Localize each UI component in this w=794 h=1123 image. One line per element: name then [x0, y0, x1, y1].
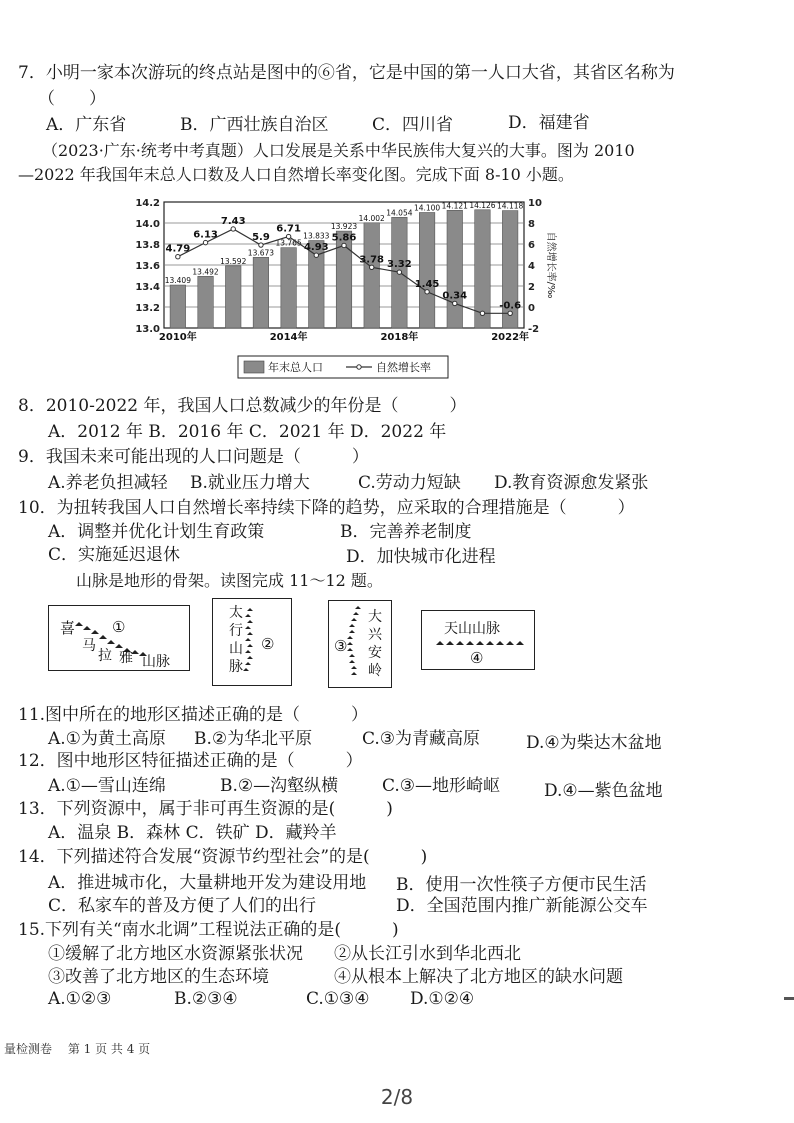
growth-rate-label: 6.13 — [193, 229, 218, 241]
q9-option-c: C.劳动力短缺 — [358, 473, 461, 493]
y-right-tick-label: -2 — [528, 324, 540, 335]
map2-char-2: 行 — [229, 623, 243, 639]
y-left-tick-label: 14.2 — [135, 198, 160, 209]
y-right-tick-label: 4 — [528, 261, 535, 272]
bar — [419, 213, 435, 329]
growth-rate-label: 3.32 — [387, 259, 412, 271]
q13-stem: 13．下列资源中，属于非可再生资源的是( ) — [18, 799, 393, 819]
growth-rate-point — [397, 270, 401, 274]
intro-8-10-line2: —2022 年我国年末总人口数及人口自然增长率变化图。完成下面 8-10 小题。 — [18, 165, 574, 184]
growth-rate-point — [508, 311, 512, 315]
y-right-tick-label: 0 — [528, 303, 535, 314]
map2-char-3: 山 — [229, 641, 243, 657]
map-tianshan — [421, 610, 535, 670]
q9-stem: 9．我国未来可能出现的人口问题是（ ） — [18, 447, 369, 467]
growth-rate-label: 1.45 — [414, 278, 440, 290]
y-right-tick-label: 10 — [528, 198, 542, 209]
growth-rate-point — [369, 265, 373, 269]
q15-stem: 15.下列有关“南水北调”工程说法正确的是( ) — [18, 920, 399, 940]
q12-option-a: A.①—雪山连绵 — [48, 776, 166, 796]
q8-stem: 8．2010-2022 年，我国人口总数减少的年份是（ ） — [18, 396, 467, 416]
bar-value-label: 13.765 — [275, 238, 302, 248]
q15-statement-3: ③改善了北方地区的生态环境 — [48, 967, 269, 987]
map-taihang — [212, 598, 292, 686]
map2-char-4: 脉 — [229, 659, 243, 675]
y-right-tick-label: 6 — [528, 240, 535, 251]
intro-8-10-line1: （2023·广东·统考中考真题）人口发展是关系中华民族伟大复兴的大事。图为 2010 — [42, 141, 635, 160]
q9-option-b: B.就业压力增大 — [190, 473, 310, 493]
bar-value-label: 14.054 — [386, 208, 413, 218]
q15-statement-2: ②从长江引水到华北西北 — [334, 944, 521, 964]
scan-edge-mark — [784, 997, 794, 1000]
map2-num: ② — [261, 635, 275, 653]
bar-value-label: 14.118 — [497, 201, 524, 211]
y-left-tick-label: 14.0 — [135, 219, 160, 230]
growth-rate-label: 3.78 — [359, 254, 385, 266]
footer-page-count: 第 1 页 共 4 页 — [67, 1042, 151, 1056]
bar — [198, 276, 214, 328]
growth-rate-label: -0.6 — [499, 300, 522, 312]
q15-option-b: B.②③④ — [174, 989, 238, 1009]
growth-rate-label: 4.93 — [303, 242, 329, 254]
x-tick-label: 2010年 — [158, 332, 197, 343]
map1-num: ① — [112, 618, 126, 636]
bar — [253, 257, 269, 328]
map3-num: ③ — [334, 637, 348, 655]
q14-option-b: B．使用一次性筷子方便市民生活 — [396, 875, 647, 895]
page-footer — [4, 1040, 150, 1057]
bar-value-label: 13.923 — [330, 222, 358, 232]
x-tick-label: 2014年 — [269, 332, 308, 343]
y-left-tick-label: 13.6 — [135, 261, 160, 272]
q10-option-b: B．完善养老制度 — [340, 522, 472, 542]
bar — [225, 266, 241, 328]
map1-char-1: 喜 — [60, 619, 76, 637]
bar — [281, 248, 297, 328]
mountain-symbols — [243, 608, 253, 671]
x-tick-label: 2018年 — [380, 332, 419, 343]
bar-value-label: 14.121 — [441, 201, 468, 211]
q7-stem: 7．小明一家本次游玩的终点站是图中的⑥省，它是中国的第一人口大省，其省区名称为 — [18, 63, 675, 83]
growth-rate-label: 7.43 — [220, 215, 246, 227]
q14-stem: 14．下列描述符合发展“资源节约型社会”的是( ) — [18, 847, 428, 867]
legend-line-label: 自然增长率 — [376, 361, 431, 374]
growth-rate-point — [176, 255, 180, 259]
q14-option-a: A．推进城市化，大量耕地开发为建设用地 — [48, 873, 367, 893]
q9-option-d: D.教育资源愈发紧张 — [494, 473, 649, 493]
growth-rate-point — [342, 243, 346, 247]
map3-char-4: 岭 — [368, 663, 382, 679]
y-right-axis-label: 自然增长率/‰ — [545, 231, 556, 299]
growth-rate-label: 5.86 — [331, 232, 357, 244]
q15-statement-1: ①缓解了北方地区水资源紧张状况 — [48, 944, 303, 964]
q13-options: A．温泉 B．森林 C．铁矿 D．藏羚羊 — [48, 823, 337, 843]
growth-rate-point — [231, 227, 235, 231]
y-left-tick-label: 13.0 — [135, 324, 160, 335]
y-right-tick-label: 8 — [528, 219, 535, 230]
q12-stem: 12．图中地形区特征描述正确的是（ ） — [18, 751, 363, 771]
bar-value-label: 13.409 — [164, 276, 191, 286]
y-right-tick-label: 2 — [528, 282, 535, 293]
map4-num: ④ — [470, 649, 484, 667]
page-indicator: 2/8 — [380, 1085, 414, 1109]
q15-option-c: C.①③④ — [306, 989, 370, 1009]
q7-option-a: A．广东省 — [46, 115, 127, 135]
q7-option-d: D．福建省 — [508, 113, 590, 133]
q15-statement-4: ④从根本上解决了北方地区的缺水问题 — [334, 967, 623, 987]
growth-rate-label: 0.34 — [442, 290, 468, 302]
map-daxinganling — [328, 600, 392, 688]
legend-bar-swatch — [244, 361, 264, 373]
growth-rate-label: 5.9 — [252, 232, 270, 244]
bar-value-label: 14.002 — [358, 213, 385, 223]
map-himalaya — [48, 605, 190, 671]
q11-stem: 11.图中所在的地形区描述正确的是（ ） — [18, 705, 369, 725]
map1-char-4: 雅 — [119, 650, 133, 666]
q10-option-d: D．加快城市化进程 — [346, 547, 496, 567]
footer-exam-name: 量检测卷 — [4, 1042, 53, 1056]
growth-rate-label: 6.71 — [276, 223, 301, 235]
q15-option-d: D.①②④ — [410, 989, 475, 1009]
legend-bar-label: 年末总人口 — [268, 361, 323, 374]
growth-rate-point — [286, 234, 290, 238]
map3-char-1: 大 — [368, 609, 382, 625]
q11-option-d: D.④为柴达木盆地 — [526, 733, 662, 753]
growth-rate-point — [480, 311, 484, 315]
chart-svg — [120, 194, 560, 384]
growth-rate-point — [425, 290, 429, 294]
q11-option-a: A.①为黄土高原 — [48, 729, 166, 749]
q8-options: A．2012 年 B．2016 年 C．2021 年 D．2022 年 — [48, 422, 447, 442]
q12-option-b: B.②—沟壑纵横 — [220, 776, 339, 796]
q14-option-d: D．全国范围内推广新能源公交车 — [396, 896, 648, 916]
q11-option-c: C.③为青藏高原 — [362, 729, 481, 749]
q12-option-c: C.③—地形崎岖 — [382, 776, 501, 796]
q7-paren: （ ） — [38, 89, 106, 109]
mountain-symbols — [347, 606, 361, 675]
bar-value-label: 13.592 — [220, 256, 247, 266]
legend-line-marker — [357, 365, 361, 369]
q9-option-a: A.养老负担减轻 — [48, 473, 168, 493]
map1-char-3: 拉 — [98, 648, 112, 664]
bar-value-label: 13.673 — [247, 248, 275, 258]
x-tick-label: 2022年 — [491, 332, 530, 343]
map2-char-1: 太 — [229, 605, 243, 621]
growth-rate-point — [203, 240, 207, 244]
q14-option-c: C．私家车的普及方便了人们的出行 — [48, 896, 317, 916]
bar-value-label: 13.492 — [192, 267, 219, 277]
q10-option-a: A．调整并优化计划生育政策 — [48, 522, 265, 542]
q10-option-c: C．实施延迟退休 — [48, 545, 181, 565]
mountain-symbols — [436, 641, 524, 645]
bar — [475, 210, 491, 328]
q12-option-d: D.④—紫色盆地 — [544, 781, 663, 801]
bar — [170, 285, 186, 328]
bar — [447, 210, 463, 328]
map1-char-2: 马 — [82, 638, 96, 654]
y-left-tick-label: 13.4 — [135, 282, 160, 293]
map1-char-5: 山脉 — [142, 654, 170, 670]
bar-value-label: 14.126 — [469, 200, 496, 210]
y-left-tick-label: 13.2 — [135, 303, 160, 314]
growth-rate-label: 4.79 — [165, 243, 191, 255]
bar — [364, 223, 380, 328]
population-chart — [120, 194, 560, 384]
q10-stem: 10．为扭转我国人口自然增长率持续下降的趋势，应采取的合理措施是（ ） — [18, 498, 635, 518]
y-left-tick-label: 13.8 — [135, 240, 160, 251]
q15-option-a: A.①②③ — [48, 989, 112, 1009]
map3-char-3: 安 — [368, 645, 382, 661]
q7-option-c: C．四川省 — [372, 115, 454, 135]
growth-rate-point — [314, 253, 318, 257]
map3-char-2: 兴 — [368, 627, 382, 643]
q11-option-b: B.②为华北平原 — [194, 729, 313, 749]
growth-rate-point — [259, 243, 263, 247]
growth-rate-point — [453, 301, 457, 305]
bar-value-label: 13.833 — [303, 231, 330, 241]
q7-option-b: B．广西壮族自治区 — [180, 115, 329, 135]
map4-name: 天山山脉 — [444, 621, 500, 637]
intro-11-12: 山脉是地形的骨架。读图完成 11～12 题。 — [76, 571, 383, 590]
bar-value-label: 14.100 — [413, 203, 441, 213]
